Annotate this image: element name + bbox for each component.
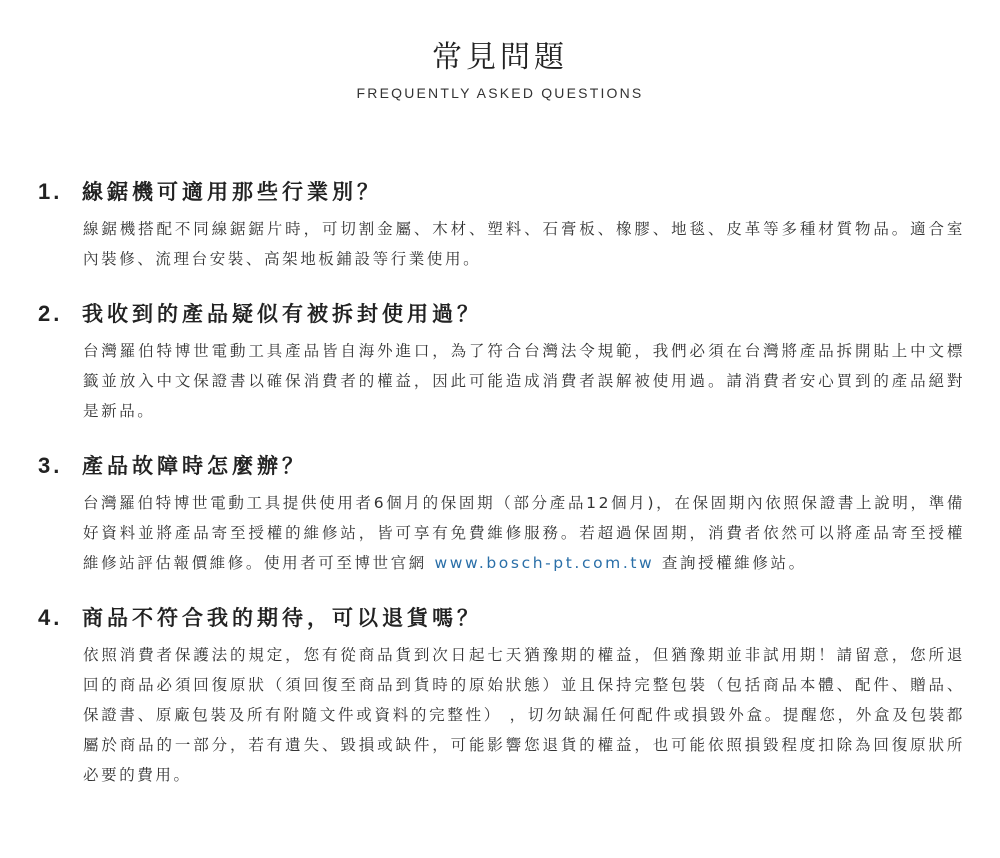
- faq-answer: 依照消費者保護法的規定，您有從商品貨到次日起七天猶豫期的權益，但猶豫期並非試用期！請留意，您所退回的商品必須回復原狀（須回復至商品到貨時的原始狀態）並且保持完整包裝（包括商品本體、配件、贈品、保證書、原廠包裝及所有附隨文件或資料的完整性） ，切勿缺漏任何配件或損毀外盒。提醒您，外盒及包裝都屬於商品的一部分，若有遺失、毀損或缺件，可能影響您退貨的權益，也可能依照損毀程度扣除為回復原狀所必要的費用。: [83, 646, 965, 784]
- faq-number: 1.: [38, 179, 63, 204]
- faq-item-3: [38, 450, 968, 578]
- faq-question: 產品故障時怎麼辦？: [82, 454, 307, 478]
- faq-number: 4.: [38, 605, 63, 630]
- page-subtitle: FREQUENTLY ASKED QUESTIONS: [356, 85, 644, 101]
- page-title: 常見問題: [432, 40, 568, 75]
- faq-answer: [83, 488, 965, 578]
- faq-answer-text: 查詢授權維修站。: [654, 554, 807, 572]
- faq-question-row: [38, 450, 968, 486]
- faq-number: 3.: [38, 453, 63, 478]
- faq-question: 商品不符合我的期待，可以退貨嗎？: [82, 606, 482, 630]
- faq-item-4: [38, 602, 968, 790]
- faq-answer-text: 台灣羅伯特博世電動工具提供使用者6個月的保固期（部分產品12個月)，在保固期內依照保證書上說明，準備好資料並將產品寄至授權的維修站，皆可享有免費維修服務。若超過保固期，消費者依然可以將產品寄至授權維修站評估報價維修。使用者可至博世官網: [83, 494, 965, 572]
- faq-answer: 台灣羅伯特博世電動工具產品皆自海外進口，為了符合台灣法令規範，我們必須在台灣將產品拆開貼上中文標籤並放入中文保證書以確保消費者的權益，因此可能造成消費者誤解被使用過。請消費者安心買到的產品絕對是新品。: [83, 342, 965, 420]
- faq-header: [0, 40, 1000, 102]
- faq-item-2: [38, 298, 968, 426]
- faq-question-row: [38, 176, 968, 212]
- faq-list: [38, 176, 968, 814]
- faq-question: 我收到的產品疑似有被拆封使用過？: [82, 302, 482, 326]
- faq-question-row: [38, 298, 968, 334]
- bosch-website-link[interactable]: www.bosch-pt.com.tw: [434, 554, 655, 572]
- faq-question-row: [38, 602, 968, 638]
- faq-answer: 線鋸機搭配不同線鋸鋸片時，可切割金屬、木材、塑料、石膏板、橡膠、地毯、皮革等多種材質物品。適合室內裝修、流理台安裝、高架地板鋪設等行業使用。: [83, 220, 965, 268]
- faq-number: 2.: [38, 301, 63, 326]
- faq-item-1: [38, 176, 968, 274]
- faq-question: 線鋸機可適用那些行業別？: [82, 180, 382, 204]
